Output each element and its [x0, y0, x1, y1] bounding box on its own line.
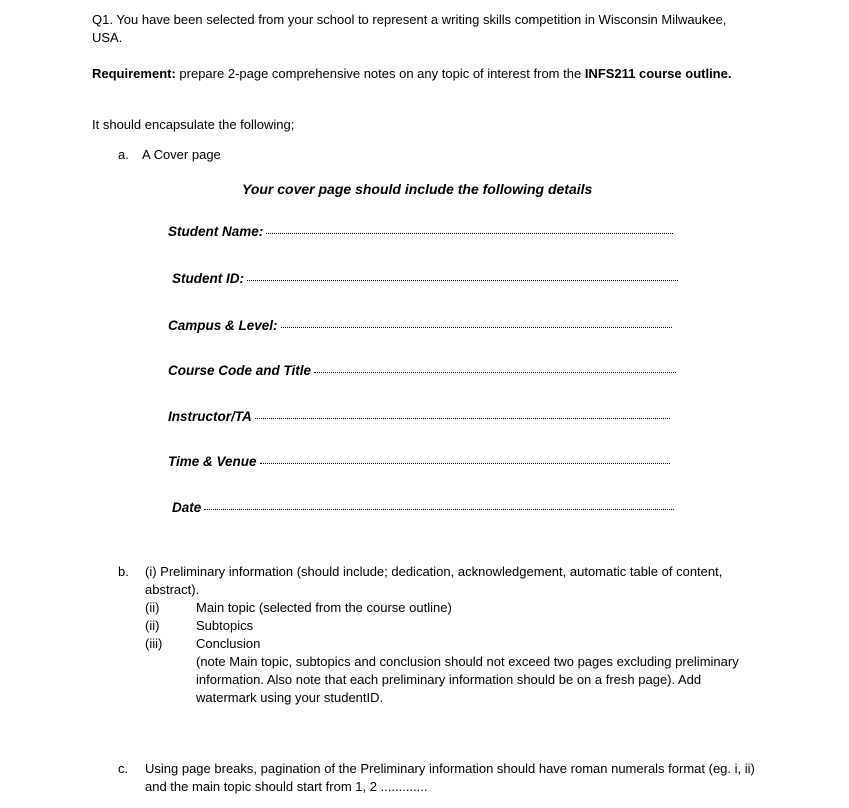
field-instructor-ta	[168, 408, 670, 426]
sub-item-text: Conclusion	[196, 636, 261, 651]
field-campus-level	[168, 317, 672, 335]
sub-item	[145, 599, 758, 617]
dotted-line	[247, 280, 678, 281]
field-label: Course Code and Title	[168, 363, 312, 378]
list-item-c	[118, 760, 758, 796]
sub-item-text: Main topic (selected from the course outline)	[196, 600, 452, 615]
item-b-label: b.	[118, 564, 129, 579]
item-b-intro: (i) Preliminary information (should include; dedication, acknowledgement, automatic table of content, abstract).	[145, 564, 723, 597]
dotted-line	[281, 327, 672, 328]
dotted-line	[204, 509, 674, 510]
field-student-id	[172, 270, 678, 288]
field-date	[172, 499, 674, 517]
item-a-label: a.	[118, 147, 129, 162]
field-label: Instructor/TA	[168, 409, 252, 424]
item-b-note: (note Main topic, subtopics and conclusion should not exceed two pages excluding preliminary information. Also note that each preliminary information should be on a fresh page). Add watermark using your studentID.	[196, 654, 739, 705]
list-item-b	[118, 563, 758, 707]
encapsulate-text: It should encapsulate the following;	[92, 117, 295, 132]
field-label: Campus & Level:	[168, 318, 278, 333]
sub-item	[145, 635, 758, 653]
question-text: Q1. You have been selected from your school to represent a writing skills competition in Wisconsin Milwaukee, USA.	[92, 12, 727, 45]
requirement-label: Requirement:	[92, 66, 176, 81]
field-label: Date	[172, 500, 202, 515]
dotted-line	[314, 372, 676, 373]
field-label: Time & Venue	[168, 454, 257, 469]
sub-item-number: (ii)	[145, 618, 160, 633]
item-a-text: A Cover page	[142, 147, 221, 162]
dotted-line	[260, 463, 670, 464]
sub-item-number: (ii)	[145, 600, 160, 615]
field-course-code-title	[168, 362, 676, 380]
list-item-a	[118, 146, 221, 164]
field-label: Student ID:	[172, 271, 244, 286]
field-time-venue	[168, 453, 670, 471]
dotted-line	[266, 233, 673, 234]
course-name: INFS211 course outline.	[584, 66, 732, 81]
requirement-paragraph	[92, 65, 762, 83]
field-student-name	[168, 223, 673, 241]
item-c-label: c.	[118, 761, 129, 776]
sub-item-text: Subtopics	[196, 618, 254, 633]
dotted-line	[255, 418, 670, 419]
requirement-text: prepare 2-page comprehensive notes on any topic of interest from the	[175, 66, 585, 81]
field-label: Student Name:	[168, 224, 264, 239]
sub-item	[145, 617, 758, 635]
item-c-text: Using page breaks, pagination of the Preliminary information should have roman numerals format (eg. i, ii) and the main topic should start from 1, 2 .............	[145, 761, 755, 794]
sub-item-number: (iii)	[145, 636, 163, 651]
cover-page-heading: Your cover page should include the following details	[242, 181, 593, 197]
